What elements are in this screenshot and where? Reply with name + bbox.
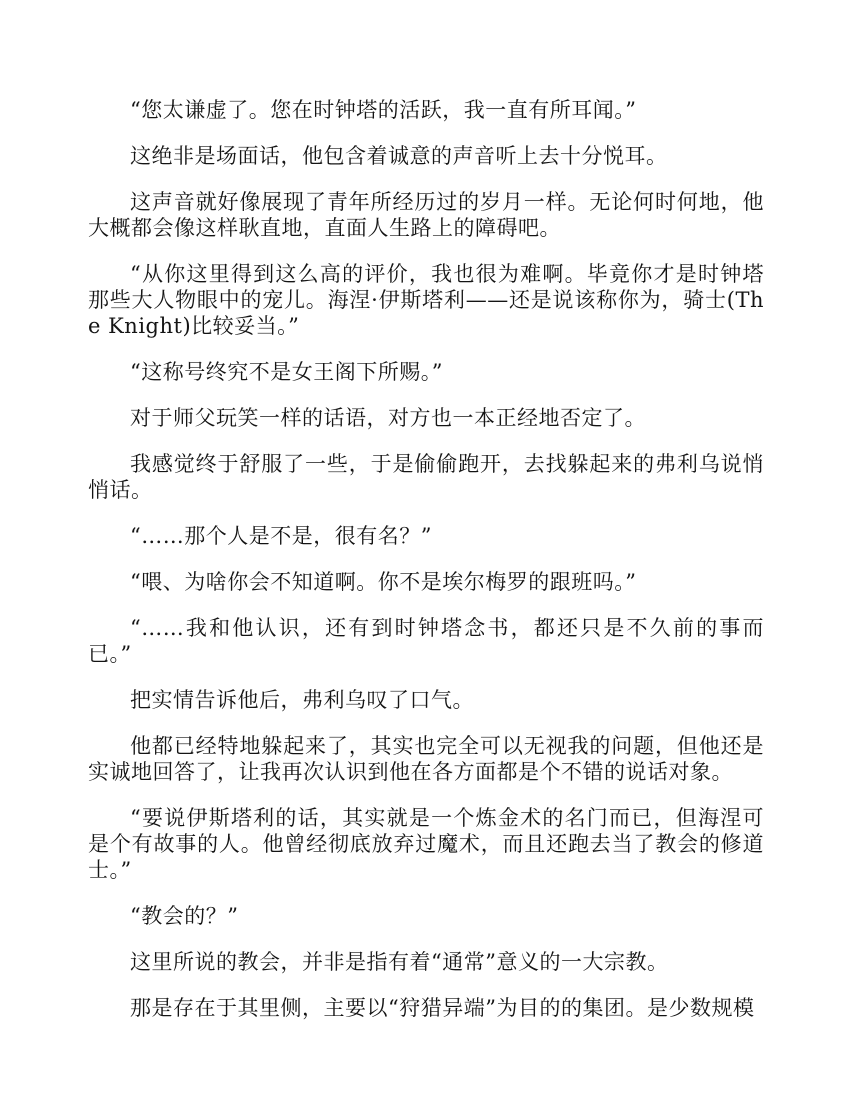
- paragraph: “您太谦虚了。您在时钟塔的活跃，我一直有所耳闻。”: [130, 98, 637, 122]
- paragraph: 把实情告诉他后，弗利乌叹了口气。: [130, 688, 474, 712]
- paragraph: 这里所说的教会，并非是指有着“通常”意义的一大宗教。: [130, 950, 669, 974]
- paragraph: 我感觉终于舒服了一些，于是偷偷跑开，去找躲起来的弗利乌说悄悄话。: [88, 452, 764, 502]
- paragraph: “……我和他认识，还有到时钟塔念书，都还只是不久前的事而已。”: [88, 616, 764, 666]
- paragraph: “……那个人是不是，很有名？”: [130, 524, 432, 548]
- paragraph: 对于师父玩笑一样的话语，对方也一本正经地否定了。: [130, 406, 646, 430]
- paragraph: 这绝非是场面话，他包含着诚意的声音听上去十分悦耳。: [130, 144, 668, 168]
- paragraph: 那是存在于其里侧，主要以“狩猎异端”为目的的集团。是少数规模: [130, 996, 755, 1020]
- paragraph: “要说伊斯塔利的话，其实就是一个炼金术的名门而已，但海涅可是个有故事的人。他曾经彻底放弃过魔术，而且还跑去当了教会的修道士。”: [88, 806, 764, 882]
- paragraph: “从你这里得到这么高的评价，我也很为难啊。毕竟你才是时钟塔那些大人物眼中的宠儿。海涅·伊斯塔利——还是说该称你为，骑士(The Knight)比较妥当。”: [88, 262, 764, 338]
- paragraph: 这声音就好像展现了青年所经历过的岁月一样。无论何时何地，他大概都会像这样耿直地，直面人生路上的障碍吧。: [88, 190, 764, 240]
- paragraph: “喂、为啥你会不知道啊。你不是埃尔梅罗的跟班吗。”: [130, 570, 637, 594]
- paragraph: “这称号终究不是女王阁下所赐。”: [130, 360, 443, 384]
- paragraph: 他都已经特地躲起来了，其实也完全可以无视我的问题，但他还是实诚地回答了，让我再次认识到他在各方面都是个不错的说话对象。: [88, 734, 764, 784]
- page-content: [88, 97, 764, 1041]
- paragraph: “教会的？”: [130, 904, 239, 928]
